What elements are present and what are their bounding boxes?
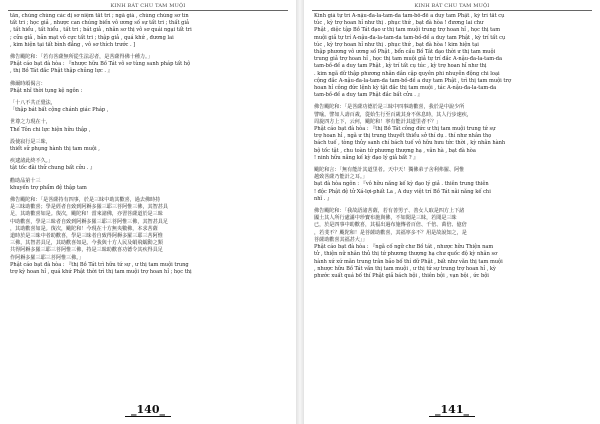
text-line: 道時於是三昧中者助歡喜，學是三昧者自致得阿耨多羅三耶三菩阿惟 [10,233,163,240]
text-line: tất tri ; học giả , nhược can chúng biến vô ương số sự tất tri ; thất giả [10,20,190,27]
text-line: , kim hiện tại tất bình đẳng , vô sơ thích trước . ] [10,41,136,48]
text-line: 足，其助歡喜如是。復次，颰陀和！當來諸佛，亦習菩薩道於是三昧 [10,211,163,218]
text-line: nhĩ . 』 [314,195,333,202]
text-line: 佛告颰陀和：「若有菩薩無所從生法忍者，是菩薩得佛十種力。」 [10,54,153,61]
running-header: KINH BÁT CHU TAM MUỘI [110,3,186,9]
text-line: phước xuất quá bố thí Phật giả bách bội , thiên bội , vạn bội , ức bội [314,272,489,279]
text-line: Phật cáo bạt đà hòa : 『ngã cố ngữ chư Bồ tát , nhược hữu Thiện nam [314,244,494,251]
text-line: 國土其人所行處滿中珍寶布施與佛，不如聞是三昧，若聞是三昧 [314,215,457,222]
text-line: thiết sử phụng hành thị tam muội , [10,146,100,153]
header-rule [312,10,592,11]
text-line: ，若斐不？颰陀和！是菩薩助歡喜，其福寧多不？用是故說知之，是 [314,229,467,236]
text-line: tật tốc đãi thử chung bất cửu . 』 [10,165,96,172]
text-line: 佛爾時頌偈言： [10,80,46,87]
text-line: 周旋四方上下，云何，颰陀和！寧有能計其道里者不？」 [314,118,442,125]
text-line: 三佛，其智甚具足，其助歡喜如是。今我與十方人民及蜎飛蠕動之類 [10,240,163,247]
text-line: ，其助歡喜如是。復次，颰陀和！今現在十方無央數佛，本求菩薩 [10,225,158,232]
text-line: 設使寂行是三昧， [10,138,51,145]
running-header: KINH BÁT CHU TAM MUỘI [414,3,490,9]
text-line: trợ kỳ hoan hỉ , quá khứ Phật thời trì thị tam muội trợ hoan hỉ ; học thị [10,269,192,276]
page-number [304,403,600,417]
text-line: 佛告颰陀和：「我故語諸菩薩，若有善男子、善女人取是四方上下諸 [314,208,465,215]
text-line: hành xứ xứ mãn trung trân bảo bố thí dữ Phật , bất như văn thị tam muội [314,258,503,265]
text-line: 中助歡喜，學是三昧者自致到阿耨多羅三耶三菩阿惟三佛，其智甚具足 [10,218,168,225]
text-line: túc , kỳ trợ hoan hỉ như thị . phục thứ , bạt đà hòa ! đương lai chư [314,20,484,27]
right-page-body [314,13,588,398]
text-line: Phật cáo bạt đà hòa : 『thị Bồ Tát trì hữu tứ sự , ư thị tam muội trung [10,261,189,268]
text-line: 作阿耨多羅三耶三菩阿惟三佛。」 [10,254,84,261]
text-line: trung giả trợ hoan hỉ , học thị tam muội giả tự trí đắc A-nậu-đa-la-tam-da [314,56,503,63]
text-line: 佛告颰陀和：「是菩薩功德於是三昧中四事助歡喜，我於是中說少所 [314,104,465,111]
text-line: Kinh giả tự trí A-nậu-đa-la-tam-da tam-bồ-đề a duy tam Phật , kỳ trí tất cụ [314,13,505,19]
text-line: bách tuế , tòng thủy sanh chí bách tuế vô hữu hưu tức thời , kỳ nhân hành [314,140,506,147]
text-line: Phật nhĩ thời tụng kệ ngôn : [10,87,83,94]
text-line: tam-bồ-đề a duy tam Phật đắc bất cửu . 』 [314,92,423,99]
text-line: Phật cáo bạt đà hòa : 『thị Bồ Tát công đức ư thị tam muội trung tứ sự [314,126,496,133]
text-line: hoan hỉ công đức lệnh kỳ tật đắc thị tam muội , tác A-nậu-đa-la-tam-da [314,85,497,92]
text-line: 是三昧助歡喜；學是經者自致到阿耨多羅三耶三菩阿惟三佛，其智甚具 [10,204,168,211]
text-line: Phật , diệc tập Bồ Tát đạo ư thị tam muội trung trợ hoan hỉ , học thị tam [314,27,501,34]
text-line: trợ hoan hỉ , ngã ư thị trung thuyết thiểu sở thí dụ . thí như nhân thọ [314,133,492,140]
text-line: cộng đắc A-nậu-đa-la-tam-da tam-bồ-đề a duy tam Phật , trì thị tam muội trợ [314,77,511,84]
header-rule [8,10,288,11]
text-line: khuyến trợ phẩm đệ thập tam [10,184,87,191]
left-page [0,0,296,424]
text-line: Phật cáo bạt đà hòa : 『nhược hữu Bồ Tát vô sơ tùng sanh pháp tất hộ [10,61,191,68]
text-line: , nhược hữu Bồ Tát văn thị tam muội , ư thị tứ sự trung trợ hoan hỉ , kỳ [314,265,496,272]
text-line: bộ tốc tật , chu toàn tứ phương thượng hạ , vân hà , bạt đà hòa [314,147,476,154]
text-line: 颰陀和言：「無有能計其道里者。天中天！獨佛弟子舍利弗羅、阿惟 [314,167,465,174]
text-line: 「十八不共正覺法， [10,100,56,107]
page-number-text: _141_ [429,404,475,417]
text-line: 「thập bát bất cộng chánh giác Pháp , [10,107,109,114]
text-line: 佛告颰陀和：「是菩薩持有四事，於是三昧中助其歡喜，過去佛時持 [10,197,161,204]
gutter [296,0,304,424]
text-line: ! độc Phật đệ tử Xá-lợi-phất La , A duy việt trí Bồ Tát nãi năng kế chi [314,188,491,195]
text-line: 已，於是四事中助歡喜，其福出過布施傳者百倍、千倍、萬倍、億倍 [314,222,467,229]
text-line: ; cửu giả , bản mạt vô cực tất tri ; thập giả , quá khứ , đương lai [10,34,174,41]
page-number-text: _140_ [125,404,171,417]
text-line: 共得阿耨多羅三耶三菩阿惟三佛，持是三昧助歡喜功德令其疾得具足 [10,247,163,254]
text-line: ! ninh hữu năng kế kỳ đạo lý giả bất ? 』 [314,154,419,161]
text-line: 菩薩助歡喜其福甚大」」 [314,236,368,243]
text-line: tam-bồ-đề a duy tam Phật , kỳ trí tất cụ túc , kỳ trợ hoan hỉ như thị [314,63,487,70]
text-line: 越致菩薩乃能計之耳。」 [314,174,368,181]
text-line: 疾逮諸此終不久。」 [10,158,54,165]
text-line: muội giả tự trí A-nậu-đa-la-tam-da tam-bồ-đề a duy tam Phật , kỳ trí tất cụ [314,34,506,41]
text-line: 勸助品第十三 [10,177,41,184]
right-page [304,0,600,424]
text-line: , thị Bồ Tát đắc Phật thập chủng lực . 』 [10,68,113,75]
text-line: tử , thiện nữ nhân thủ thị tứ phương thượng hạ chư quốc độ kỳ nhân sơ [314,251,498,258]
text-line: Thế Tôn chi lực hiện hữu thập , [10,126,91,133]
text-line: , tất hiểu , tất hiểu , tất tri ; bát giả , nhân sơ thị vô sơ quái ngại tất tri [10,27,192,34]
page-number [0,403,296,417]
left-page-body [10,13,284,398]
text-line: 世尊之力現在十， [10,119,51,126]
text-line: bạt đà hòa ngôn : 『vô hữu năng kế kỳ đạo lý giả . thiên trung thiên [314,181,489,188]
text-line: 譬喻。譬如人壽百歲，從始生行至百歲其身不休息時，其人行步速疾， [314,111,472,118]
text-line: túc , kỳ trợ hoan hỉ như thị . phục thứ , bạt đà hòa ! kim hiện tại [314,41,479,48]
text-line: tấn, chúng chúng các dị sơ niệm tất tri ; ngã giả , chúng chúng sơ tín [10,13,189,19]
text-line: thập phương vô ương số Phật , bổn cầu Bồ Tát đạo thời ư thị tam muội [314,49,496,56]
text-line: . kim ngã dữ thập phương nhân dân cập quyên phi nhuyễn động chi loại [314,70,500,77]
